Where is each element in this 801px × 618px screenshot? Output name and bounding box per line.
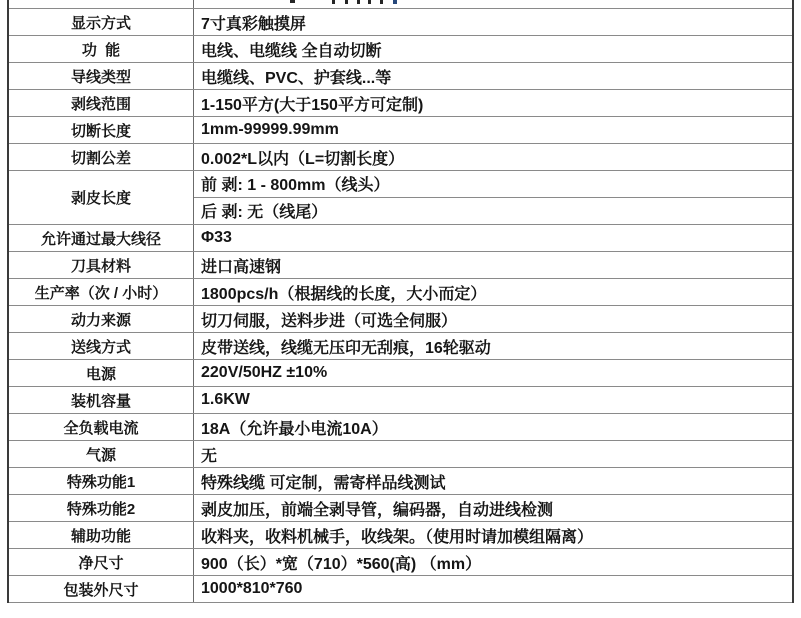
partial-top-value-cell [194, 0, 792, 8]
spec-value: 电缆线、PVC、护套线...等 [201, 69, 392, 87]
spec-label: 生产率（次 / 小时） [9, 279, 194, 305]
table-row [9, 549, 792, 576]
spec-label: 显示方式 [9, 9, 194, 35]
spec-label: 切割公差 [9, 144, 194, 170]
spec-value: 剥皮加压，前端全剥导管，编码器，自动进线检测 [201, 501, 554, 519]
spec-label: 全负载电流 [9, 414, 194, 440]
table-row-double [9, 171, 792, 225]
table-row [9, 36, 792, 63]
spec-value: 收料夹，收料机械手，收线架。（使用时请加模组隔离） [201, 528, 594, 546]
spec-value: 7寸真彩触摸屏 [201, 15, 306, 33]
table-row [9, 90, 792, 117]
table-row [9, 117, 792, 144]
spec-value: 1.6KW [201, 391, 250, 408]
spec-label: 特殊功能2 [9, 495, 194, 521]
table-row [9, 252, 792, 279]
spec-value: 900（长）*宽（710）*560(高) （mm） [201, 555, 482, 573]
spec-value: Φ33 [201, 229, 232, 246]
spec-value: 18A（允许最小电流10A） [201, 420, 388, 438]
table-row [9, 225, 792, 252]
table-row [9, 306, 792, 333]
table-row [9, 441, 792, 468]
spec-value: 1mm-99999.99mm [201, 121, 339, 138]
table-row [9, 576, 792, 603]
spec-value: 220V/50HZ ±10% [201, 364, 328, 381]
spec-rows [9, 9, 792, 603]
spec-label: 特殊功能1 [9, 468, 194, 494]
clipped-text-fragment [332, 0, 335, 4]
table-row [9, 414, 792, 441]
spec-label: 送线方式 [9, 333, 194, 359]
spec-value: 切刀伺服，送料步进（可选全伺服） [201, 312, 458, 330]
clipped-text-fragment [368, 0, 371, 4]
spec-value-sub: 前 剥: 1 - 800mm（线头） [194, 171, 792, 198]
spec-value: 进口高速钢 [201, 258, 282, 276]
spec-label: 剥皮长度 [9, 171, 194, 224]
spec-value: 1-150平方(大于150平方可定制) [201, 96, 424, 114]
spec-value-sub: 后 剥: 无（线尾） [201, 204, 328, 222]
table-row [9, 387, 792, 414]
spec-label: 允许通过最大线径 [9, 225, 194, 251]
spec-label: 动力来源 [9, 306, 194, 332]
spec-value: 皮带送线，线缆无压印无刮痕，16轮驱动 [201, 339, 491, 357]
spec-label: 净尺寸 [9, 549, 194, 575]
spec-table [7, 0, 794, 603]
clipped-text-fragment [290, 0, 295, 3]
spec-value-stack [194, 171, 792, 224]
table-row [9, 144, 792, 171]
table-row [9, 495, 792, 522]
spec-label: 装机容量 [9, 387, 194, 413]
spec-label: 切断长度 [9, 117, 194, 143]
clipped-text-fragment [380, 0, 383, 4]
table-row [9, 333, 792, 360]
partial-top-row [9, 0, 792, 9]
partial-top-label-cell [9, 0, 194, 8]
spec-value: 1800pcs/h（根据线的长度，大小而定） [201, 285, 487, 303]
spec-label: 刀具材料 [9, 252, 194, 278]
spec-label: 功 能 [9, 36, 194, 62]
spec-label: 辅助功能 [9, 522, 194, 548]
table-row [9, 360, 792, 387]
spec-label: 气源 [9, 441, 194, 467]
table-row [9, 279, 792, 306]
spec-value: 特殊线缆 可定制，需寄样品线测试 [201, 474, 446, 492]
spec-label: 导线类型 [9, 63, 194, 89]
clipped-text-fragment [393, 0, 397, 4]
spec-label: 包装外尺寸 [9, 576, 194, 602]
clipped-text-fragment [357, 0, 360, 4]
clipped-text-fragment [345, 0, 348, 4]
spec-value: 无 [201, 447, 218, 465]
table-row [9, 522, 792, 549]
spec-value: 0.002*L以内（L=切割长度） [201, 150, 405, 168]
spec-value: 1000*810*760 [201, 580, 303, 597]
table-row [9, 468, 792, 495]
spec-value: 电线、电缆线 全自动切断 [201, 42, 382, 60]
spec-label: 剥线范围 [9, 90, 194, 116]
table-row [9, 63, 792, 90]
table-row [9, 9, 792, 36]
spec-label: 电源 [9, 360, 194, 386]
